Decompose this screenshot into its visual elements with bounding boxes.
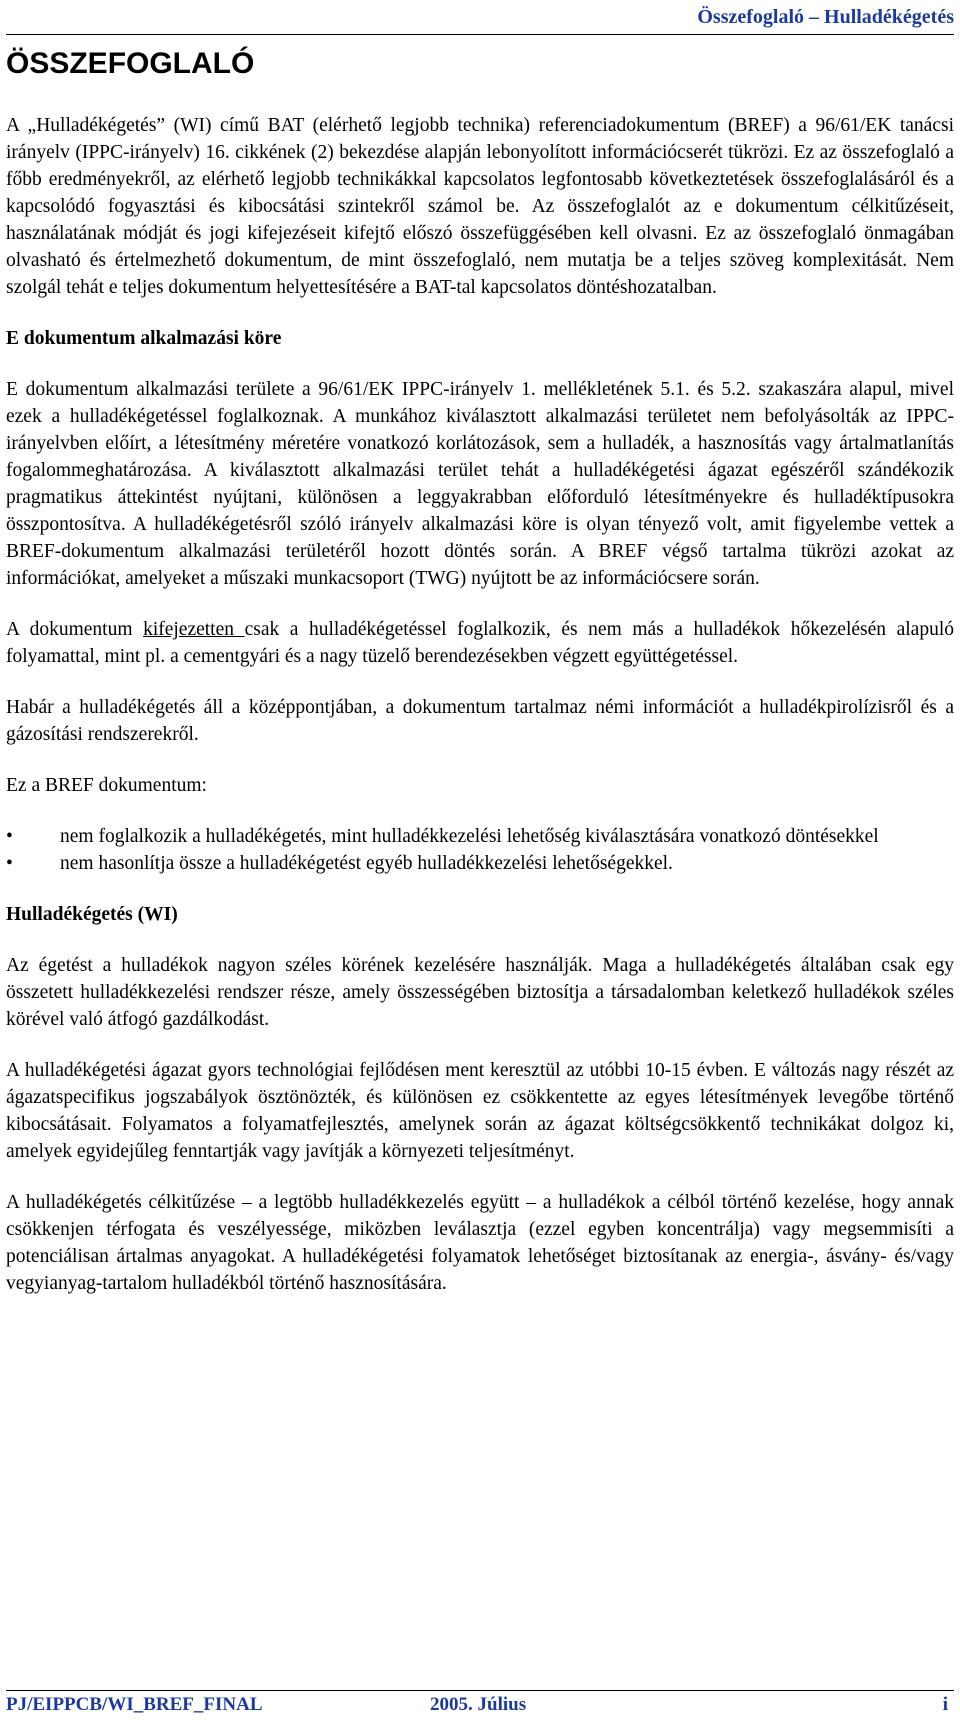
wi-paragraph-1: Az égetést a hulladékok nagyon széles körének kezelésére használják. Maga a hulladékégetés általában csak egy összetett hulladékkezelési rendszer része, amely összességében biztosítja a társadalomban keletkező hulladékok széles körével való átfogó gazdálkodást. (6, 955, 954, 1030)
footer-doc-id: PJ/EIPPCB/WI_BREF_FINAL (6, 1694, 263, 1715)
underlined-term: kifejezetten (143, 619, 245, 640)
scope-paragraph-2 (6, 616, 954, 670)
wi-paragraph-3: A hulladékégetés célkitűzése – a legtöbb hulladékkezelés együtt – a hulladékok a célból történő kezelése, hogy annak csökkenjen térfogata és veszélyessége, miközben leválasztja (ezzel egyben koncentrálja) vagy megsemmisíti a potenciálisan ártalmas anyagokat. A hulladékégetési folyamatok lehetőséget biztosítanak az energia-, ásvány- és/vagy vegyianyag-tartalom hulladékból történő hasznosítására. (6, 1192, 954, 1294)
main-content (6, 40, 954, 1297)
scope-paragraph-3: Habár a hulladékégetés áll a középpontjában, a dokumentum tartalmaz némi információt a hulladékpirolízisről és a gázosítási rendszerekről. (6, 697, 954, 745)
scope-paragraph-2-start: A dokumentum (6, 619, 144, 640)
scope-bullet-list (6, 823, 954, 877)
header-divider (6, 34, 954, 35)
list-item-text: nem foglalkozik a hulladékégetés, mint hulladékkezelési lehetőség kiválasztására vonatkozó döntésekkel (60, 826, 879, 847)
running-header: Összefoglaló – Hulladékégetés (697, 6, 954, 28)
list-item-text: nem hasonlítja össze a hulladékégetést egyéb hulladékkezelési lehetőségekkel. (60, 853, 673, 874)
scope-heading: E dokumentum alkalmazási köre (6, 328, 282, 349)
wi-heading: Hulladékégetés (WI) (6, 904, 178, 925)
footer-page-number: i (942, 1694, 948, 1715)
scope-paragraph-2-end: csak a hulladékégetéssel foglalkozik, és nem más a hulladékok hőkezelésén alapuló folyamattal, mint pl. a cementgyári és a nagy tüzelő berendezésekben végzett együttégetéssel. (6, 619, 954, 667)
bullet-icon: • (6, 826, 13, 847)
scope-paragraph-1: E dokumentum alkalmazási területe a 96/61/EK IPPC-irányelv 1. mellékletének 5.1. és 5.2. szakaszára alapul, mivel ezek a hulladékégetéssel foglalkoznak. A munkához kiválasztott alkalmazási területet nem befolyásolták az IPPC-irányelvben előírt, a létesítmény méretére vonatkozó korlátozások, sem a hulladék, a hasznosítás vagy ártalmatlanítás fogalommeghatározása. A kiválasztott alkalmazási terület tehát a hulladékégetési ágazat egészéről szándékozik pragmatikus áttekintést nyújtani, különösen a leggyakrabban előforduló létesítményekre és hulladéktípusokra összpontosítva. A hulladékégetésről szóló irányelv alkalmazási köre is olyan tényező volt, amit figyelembe vettek a BREF-dokumentum alkalmazási területéről hozott döntés során. A BREF végső tartalma tükrözi azokat az információkat, amelyeket a műszaki munkacsoport (TWG) nyújtott be az információcsere során. (6, 379, 954, 589)
page-footer (6, 1694, 954, 1720)
intro-paragraph: A „Hulladékégetés” (WI) című BAT (elérhető legjobb technika) referenciadokumentum (BREF) a 96/61/EK tanácsi irányelv (IPPC-irányelv) 16. cikkének (2) bekezdése alapján lebonyolított információcserét tükrözi. Ez az összefoglaló a főbb eredményekről, az elérhető legjobb technikákkal kapcsolatos legfontosabb következtetések összefoglalásáról és a kapcsolódó fogyasztási és kibocsátási szintekről számol be. Az összefoglalót az e dokumentum célkitűzéseit, használatának módját és jogi kifejezéseit kifejtő előszó összefüggésében kell olvasni. Ez az összefoglaló önmagában olvasható és értelmezhető dokumentum, de mint összefoglaló, nem mutatja be a teljes szöveg komplexitását. Nem szolgál tehát e teljes dokumentum helyettesítésére a BAT-tal kapcsolatos döntéshozatalban. (6, 115, 954, 298)
bullet-icon: • (6, 853, 13, 874)
page-title: ÖSSZEFOGLALÓ (6, 47, 255, 80)
footer-date: 2005. Július (430, 1694, 527, 1715)
footer-divider (6, 1690, 954, 1691)
wi-paragraph-2: A hulladékégetési ágazat gyors technológiai fejlődésen ment keresztül az utóbbi 10-15 évben. E változás nagy részét az ágazatspecifikus jogszabályok ösztönözték, és különösen ez csökkentette az egyes létesítmények levegőbe történő kibocsátásait. Folyamatos a folyamatfejlesztés, amelynek során az ágazat költségcsökkentő technikákat dolgoz ki, amelyek egyidejűleg fenntartják vagy javítják a környezeti teljesítményt. (6, 1060, 954, 1162)
list-item (6, 850, 954, 877)
list-item (6, 823, 954, 850)
scope-paragraph-4: Ez a BREF dokumentum: (6, 775, 207, 796)
